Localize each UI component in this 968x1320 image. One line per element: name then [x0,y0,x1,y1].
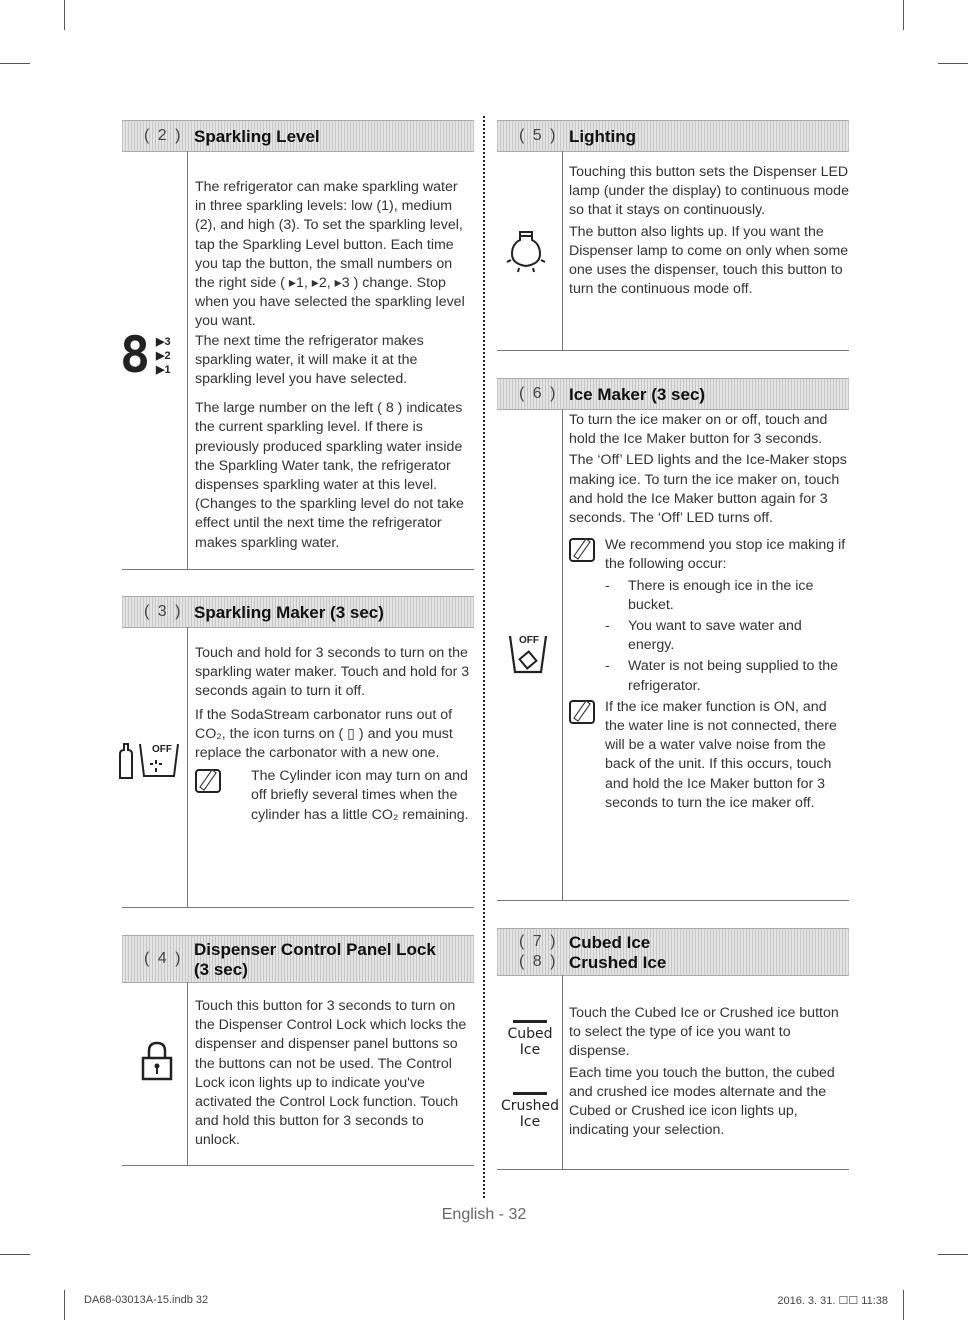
cubed-ice-icon [500,1020,560,1058]
note-text: The Cylinder icon may turn on and off briefly several times when the cylinder has a little CO₂ remaining. [251,768,469,823]
section-number: ( 2 ) [144,127,183,144]
ice-label: Ice [519,1042,541,1058]
note-icon [195,769,221,793]
section-rule [122,1165,474,1166]
control-lock-text [195,997,472,1151]
print-date: 2016. 3. 31. ☐☐ 11:38 [777,1295,888,1307]
section-rule [497,1169,849,1170]
sparkling-maker-text [195,644,472,825]
crop-mark [938,63,968,64]
ice-label: Ice [519,1114,541,1130]
section-header-control-lock [122,935,474,983]
cubed-crushed-text [569,1004,849,1140]
paragraph: Each time you touch the button, the cubed and crushed ice modes alternate and the Cubed or Crushed ice icon lights up, indicating your selection. [569,1064,835,1139]
sparkling-level-text [195,178,472,553]
off-label: OFF [152,744,172,755]
crushed-label: Crushed [500,1098,560,1114]
crop-mark [903,1290,904,1320]
note [569,536,849,696]
indicator-bar [513,1092,547,1095]
section-title: Lighting [569,127,637,146]
section-title: Crushed Ice [569,953,667,972]
level-2-label: ▶2 [156,350,171,362]
section-header-sparkling-maker [122,596,474,628]
off-label: OFF [519,635,539,646]
note-text: If the ice maker function is ON, and the water line is not connected, there will be a water valve noise from the back of the unit. If this occurs, touch and hold the Ice Maker button for 3 seconds to turn the ice maker off. [605,698,837,811]
section-number: ( 5 ) [519,127,558,144]
paragraph: The next time the refrigerator makes sparkling water, it will make it at the sparkling level you have selected. [195,332,424,388]
section-divider [562,151,563,350]
level-3-label: ▶3 [156,336,171,348]
section-rule [497,350,849,351]
section-title: Sparkling Maker (3 sec) [194,603,384,622]
cylinder-off-icon [116,740,182,780]
section-title: Cubed Ice [569,933,651,952]
paragraph: The ‘Off’ LED lights and the Ice-Maker stops making ice. To turn the ice maker on, touch and hold the Ice Maker button again for 3 seconds. The ‘Off’ LED turns off. [569,452,847,527]
paragraph: The refrigerator can make sparkling water in three sparkling levels: low (1), medium (2), and high (3). To set the sparkling level, tap the Sparkling Level button. Each time you tap the button, the small numbers on the right side ( ▸1, ▸2, ▸3 ) change. Stop when you have selected the sparkling level you want. [195,179,465,330]
section-divider [187,982,188,1165]
section-number: ( 3 ) [144,603,183,620]
section-title-line2: (3 sec) [194,960,248,979]
paragraph: Touch and hold for 3 seconds to turn on the sparkling water maker. Touch and hold for 3 seconds again to turn it off. [195,645,470,700]
lock-icon [140,1040,174,1087]
note [195,767,472,825]
paragraph: The button also lights up. If you want the Dispenser lamp to come on only when some one uses the dispenser, touch this button to turn the continuous mode off. [569,223,849,298]
section-header-sparkling-level [122,120,474,152]
note [569,698,849,813]
list-item [605,577,849,615]
paragraph: Touch this button for 3 seconds to turn on the Dispenser Control Lock which locks the dispenser and dispenser panel buttons so the buttons can not be used. The Control Lock icon lights up to indicate you've activated the Control Lock function. Touch and hold this button for 3 seconds to unlock. [195,998,467,1149]
crop-mark [0,1254,30,1255]
crop-mark [938,1254,968,1255]
list-item-text: Water is not being supplied to the refrigerator. [628,658,839,694]
section-number: ( 8 ) [519,953,558,970]
section-number: ( 7 ) [519,933,558,950]
section-header-ice-maker [497,378,849,410]
sparkling-level-icon [118,326,182,384]
section-title: Ice Maker (3 sec) [569,385,706,404]
level-1-label: ▶1 [156,364,171,376]
ice-maker-text [569,411,849,813]
section-divider [187,151,188,569]
paragraph: The large number on the left ( 8 ) indicates the current sparkling level. If there is previously produced sparkling water inside the Sparkling Water tank, the refrigerator dispenses sparkling water at this level. (Changes to the sparkling level do not take effect until the next time the refrigerator makes sparkling water. [195,400,464,551]
paragraph: If the SodaStream carbonator runs out of CO₂, the icon turns on ( ▯ ) and you must replace the carbonator with a new one. [195,706,453,762]
light-bulb-icon [506,228,546,274]
padlock-icon [140,1040,174,1082]
crop-mark [0,63,30,64]
ice-maker-icon [506,634,550,681]
paragraph: To turn the ice maker on or off, touch and hold the Ice Maker button for 3 seconds. [569,412,828,448]
sparkling-level-digit: 8 [120,326,151,384]
list-item-text: You want to save water and energy. [628,618,802,654]
lighting-icon [506,228,546,279]
section-rule [122,569,474,570]
paragraph: Touch the Cubed Ice or Crushed ice button to select the type of ice you want to dispense. [569,1005,839,1060]
crop-mark [64,1290,65,1320]
sparkling-maker-icon [116,740,182,780]
section-header-cubed-crushed [497,928,849,976]
section-divider [187,627,188,907]
column-divider [483,116,485,1198]
note-text: We recommend you stop ice making if the following occur: [605,537,846,573]
crop-mark [64,0,65,30]
section-divider [562,975,563,1169]
file-slug: DA68-03013A-15.indb 32 [84,1294,209,1306]
section-title: Dispenser Control Panel Lock [194,940,436,959]
list-item-text: There is enough ice in the ice bucket. [628,577,814,613]
indicator-bar [513,1020,547,1023]
note-icon [569,538,595,562]
section-number: ( 4 ) [144,950,183,967]
page-number: English - 32 [441,1206,527,1223]
section-rule [122,907,474,908]
crushed-ice-icon [498,1092,562,1130]
lighting-text [569,163,849,299]
paragraph: Touching this button sets the Dispenser LED lamp (under the display) to continuous mode so that it stays on continuously. [569,164,849,219]
section-title: Sparkling Level [194,127,320,146]
section-rule [497,900,849,901]
note-icon [569,700,595,724]
crop-mark [903,0,904,30]
cubed-label: Cubed [507,1026,553,1042]
list-item [605,617,849,655]
section-divider [562,409,563,900]
section-header-lighting [497,120,849,152]
section-number: ( 6 ) [519,385,558,402]
list-item [605,657,849,695]
